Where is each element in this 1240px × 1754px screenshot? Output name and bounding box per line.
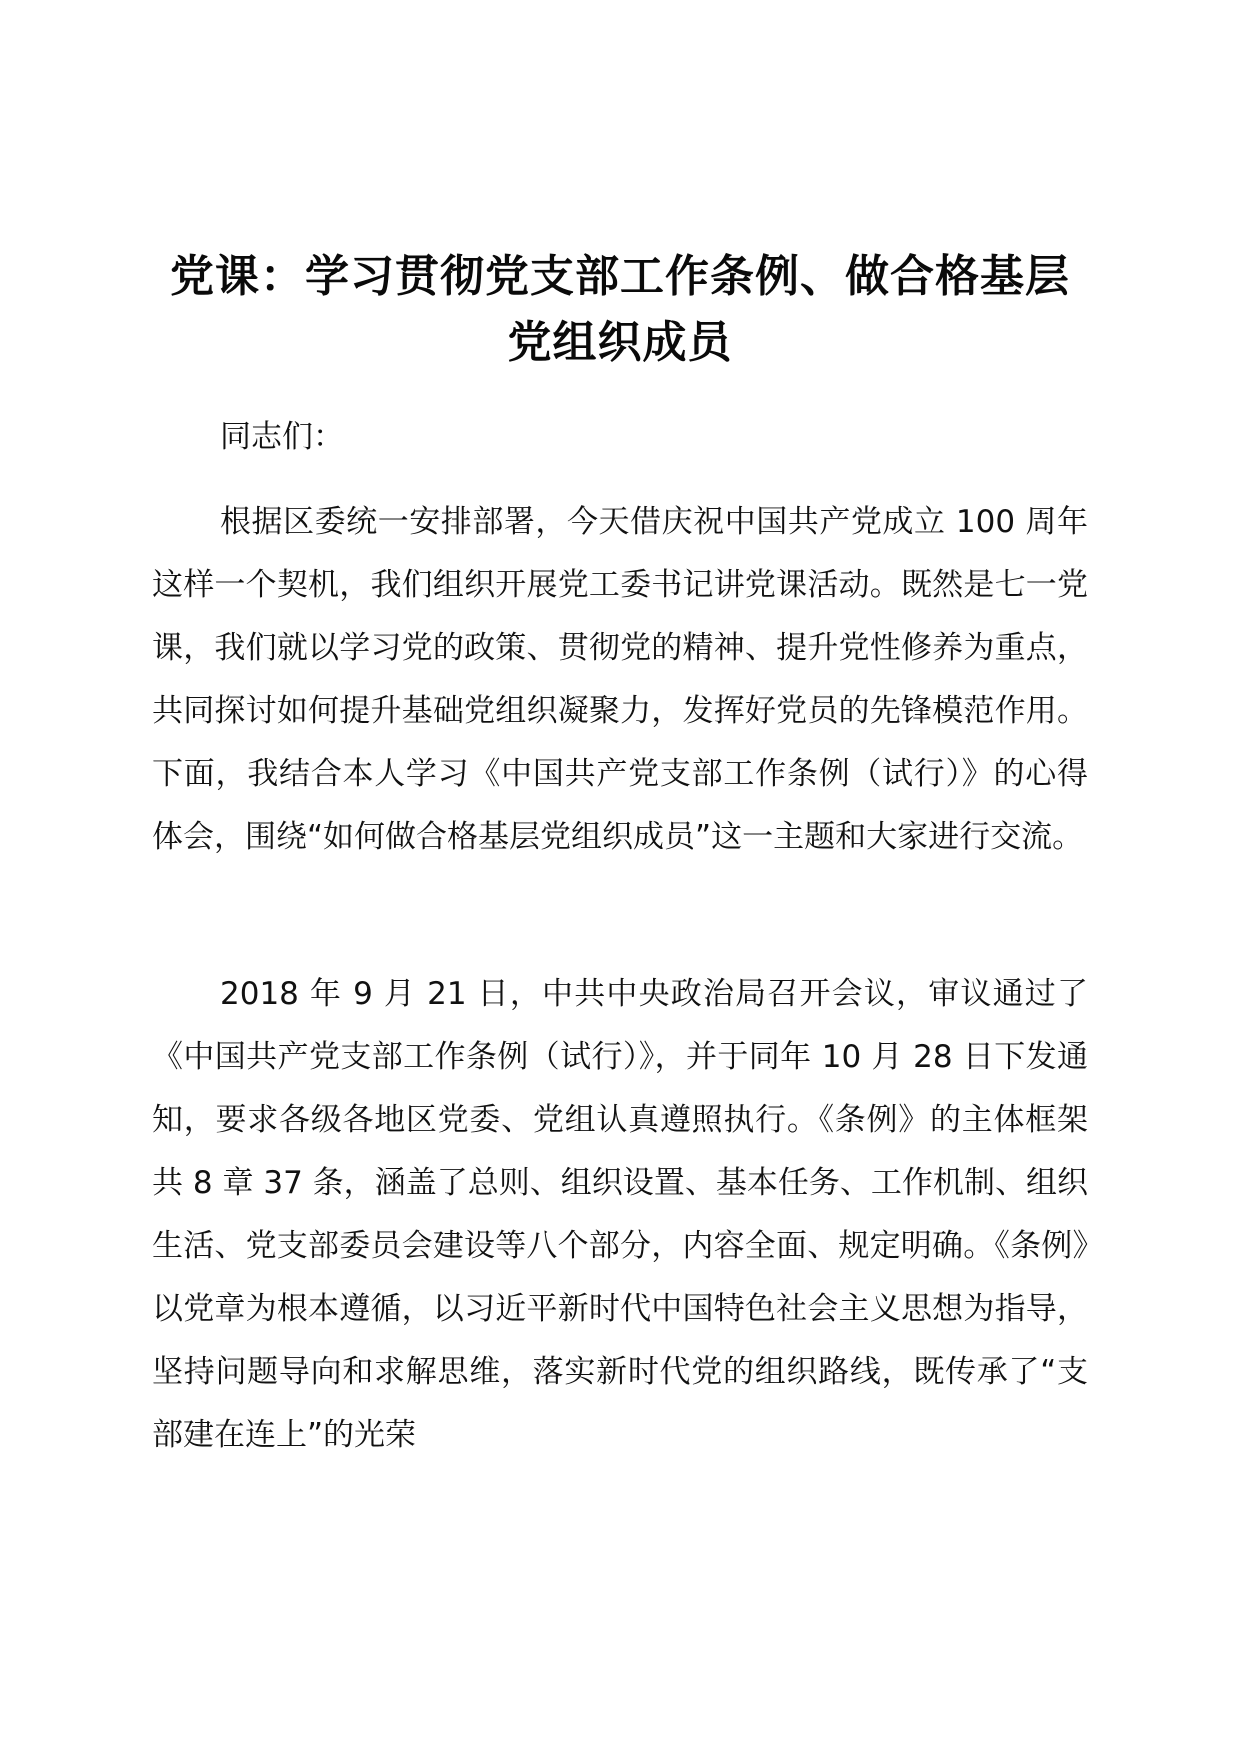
paragraph-1: 根据区委统一安排部署，今天借庆祝中国共产党成立 100 周年这样一个契机，我们组织开展党工委书记讲党课活动。既然是七一党课，我们就以学习党的政策、贯彻党的精神、提升党性修养为重点，共同探讨如何提升基础党组织凝聚力，发挥好党员的先锋模范作用。下面，我结合本人学习《中国共产党支部工作条例（试行）》的心得体会，围绕“如何做合格基层党组织成员”这一主题和大家进行交流。 xyxy=(152,504,1088,855)
document-title xyxy=(140,244,1100,376)
paragraph-2: 2018 年 9 月 21 日，中共中央政治局召开会议，审议通过了《中国共产党支部工作条例（试行）》，并于同年 10 月 28 日下发通知，要求各级各地区党委、党组认真遵照执行。《条例》的主体框架共 8 章 37 条，涵盖了总则、组织设置、基本任务、工作机制、组织生活、党支部委员会建设等八个部分，内容全面、规定明确。《条例》以党章为根本遵循，以习近平新时代中国特色社会主义思想为指导，坚持问题导向和求解思维，落实新时代党的组织路线，既传承了“支部建在连上”的光荣 xyxy=(152,976,1088,1453)
salutation: 同志们： xyxy=(220,419,344,455)
title-line-2: 党组织成员 xyxy=(507,317,733,368)
title-line-1: 党课：学习贯彻党支部工作条例、做合格基层 xyxy=(170,251,1070,302)
